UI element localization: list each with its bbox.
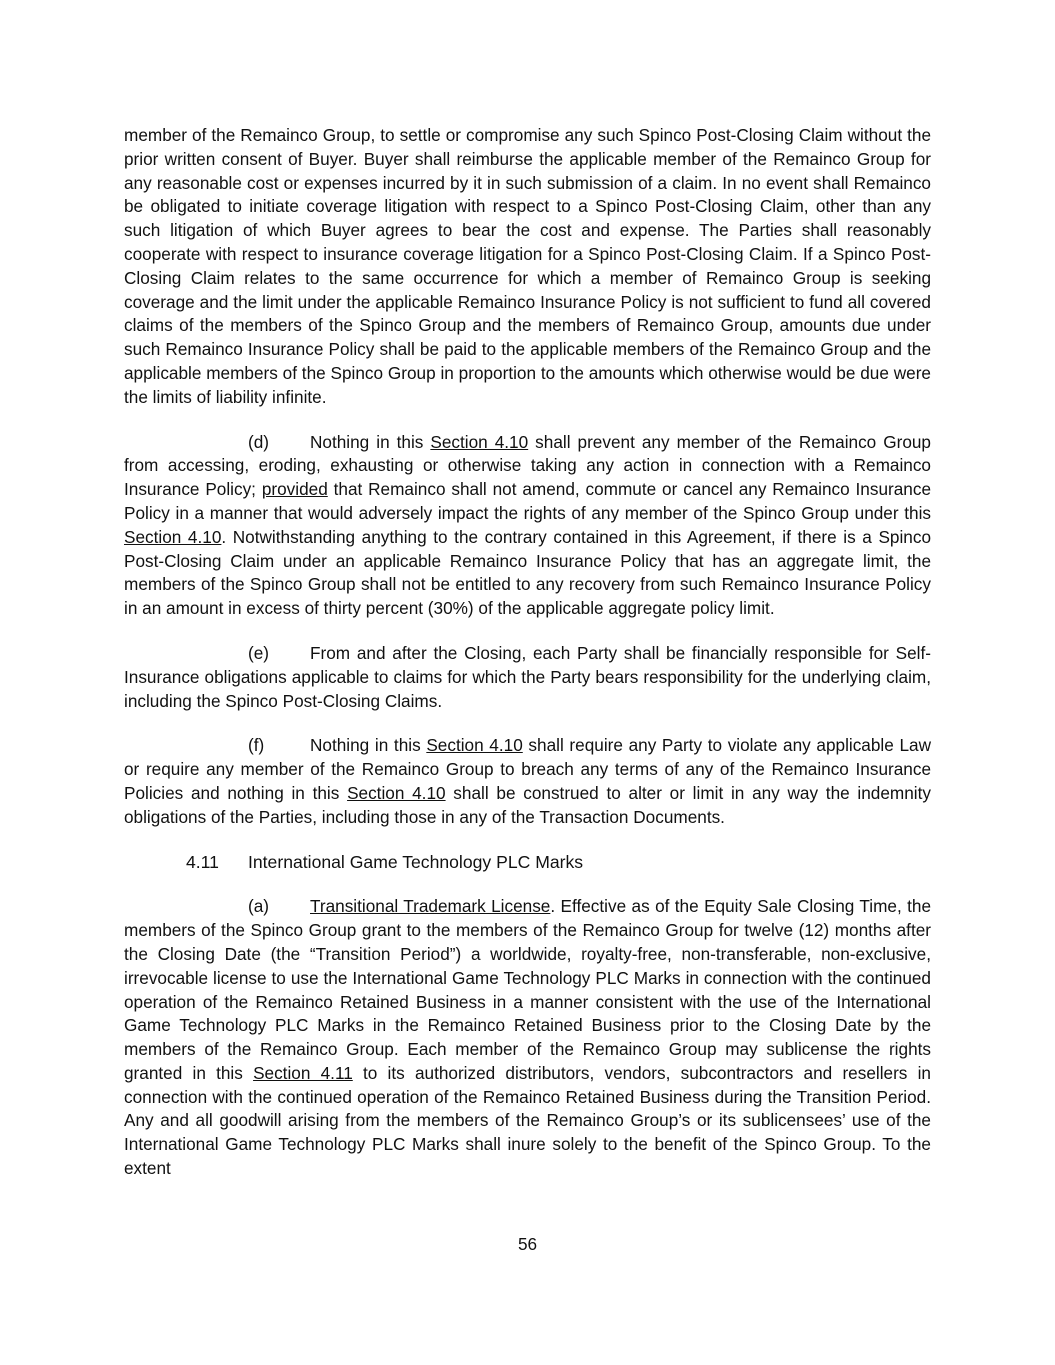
page-number: 56 [517,1234,538,1254]
section-reference: Section 4.10 [430,431,529,452]
section-reference: Section 4.10 [426,735,523,756]
paragraph-text: shall be construed to alter or limit in any way the indemnity obligations of the Parties, including those in any of the Transaction Documents. [124,782,931,827]
paragraph-a [124,895,931,1181]
section-reference: Section 4.11 [253,1062,353,1083]
paragraph-text: that Remainco shall not amend, commute or cancel any Remainco Insurance Policy in a manner that would adversely impact the rights of any member of the Spinco Group under this [124,479,932,523]
paragraph-number: (f) [248,735,265,756]
paragraph-c-continued: member of the Remainco Group, to settle or compromise any such Spinco Post-Closing Claim without the prior written consent of Buyer. Buyer shall reimburse the applicable member of the Remainco Group for any reasonable cost or expenses incurred by it in such submission of a claim. In no event shall Remainco be obligated to initiate coverage litigation with respect to a Spinco Post-Closing Claim, other than any such litigation of which Buyer agrees to bear the cost and expense. The Parties shall reasonably cooperate with respect to insurance coverage litigation for a Spinco Post-Closing Claim. If a Spinco Post-Closing Claim relates to the same occurrence for which a member of Remainco Group is seeking coverage and the limit under the applicable Remainco Insurance Policy is not sufficient to fund all covered claims of the members of the Spinco Group and the members of Remainco Group, amounts due under such Remainco Insurance Policy shall be paid to the applicable members of the Remainco Group and the applicable members of the Spinco Group in proportion to the amounts which otherwise would be due were the limits of liability infinite. [124,125,931,407]
section-heading [124,851,931,875]
section-reference: Section 4.10 [347,782,446,803]
paragraph-text: shall require any Party to violate any applicable Law or require any member of the Remainco Group to breach any terms of any of the Remainco Insurance Policies and nothing in this [124,735,931,803]
paragraph-text: to its authorized distributors, vendors, subcontractors and resellers in connection with the continued operation of the Remainco Retained Business during the Transition Period. Any and all goodwill arising from the members of the Remainco Group’s or its sublicensees’ use of the International Game Technology PLC Marks shall inure solely to the benefit of the Spinco Group. To the extent [124,1062,931,1179]
section-number: 4.11 [186,851,219,872]
paragraph-text: Nothing in this [310,735,427,756]
paragraph-f [124,734,931,829]
paragraph-number: (d) [248,431,270,452]
paragraph-text: shall prevent any member of the Remainco Group from accessing, eroding, exhausting or otherwise taking any action in connection with a Remainco Insurance Policy; [124,431,931,500]
paragraph-d [124,431,931,621]
paragraph-text: From and after the Closing, each Party shall be financially responsible for Self-Insurance obligations applicable to claims for which the Party bears responsibility for the underlying claim, including the Spinco Post-Closing Claims. [124,642,931,711]
section-reference: Section 4.10 [124,526,222,547]
paragraph-text: Nothing in this [310,431,431,452]
paragraph-text: . Notwithstanding anything to the contrary contained in this Agreement, if there is a Spinco Post-Closing Claim under an applicable Remainco Insurance Policy that has an aggregate limit, the members of the Spinco Group shall not be entitled to any recovery from such Remainco Insurance Policy in an amount in excess of thirty percent (30%) of the applicable aggregate policy limit. [124,526,932,619]
paragraph-number: (a) [248,896,270,917]
paragraph-number: (e) [248,642,270,663]
provided-term: provided [261,479,328,500]
paragraph-text: . Effective as of the Equity Sale Closing Time, the members of the Spinco Group grant to the members of the Remainco Group for twelve (12) months after the Closing Date (the “Transition Period”) a worldwide, royalty-free, non-transferable, non-exclusive, irrevocable license to use the International Game Technology PLC Marks in connection with the continued operation of the Remainco Retained Business in a manner consistent with the use of the International Game Technology PLC Marks in the Remainco Retained Business prior to the Closing Date by the members of the Remainco Group. Each member of the Remainco Group may sublicense the rights granted in this [124,896,932,1083]
section-title: International Game Technology PLC Marks [248,851,584,872]
document-page [124,124,931,1181]
paragraph-e [124,642,931,713]
subsection-title: Transitional Trademark License [310,896,551,917]
